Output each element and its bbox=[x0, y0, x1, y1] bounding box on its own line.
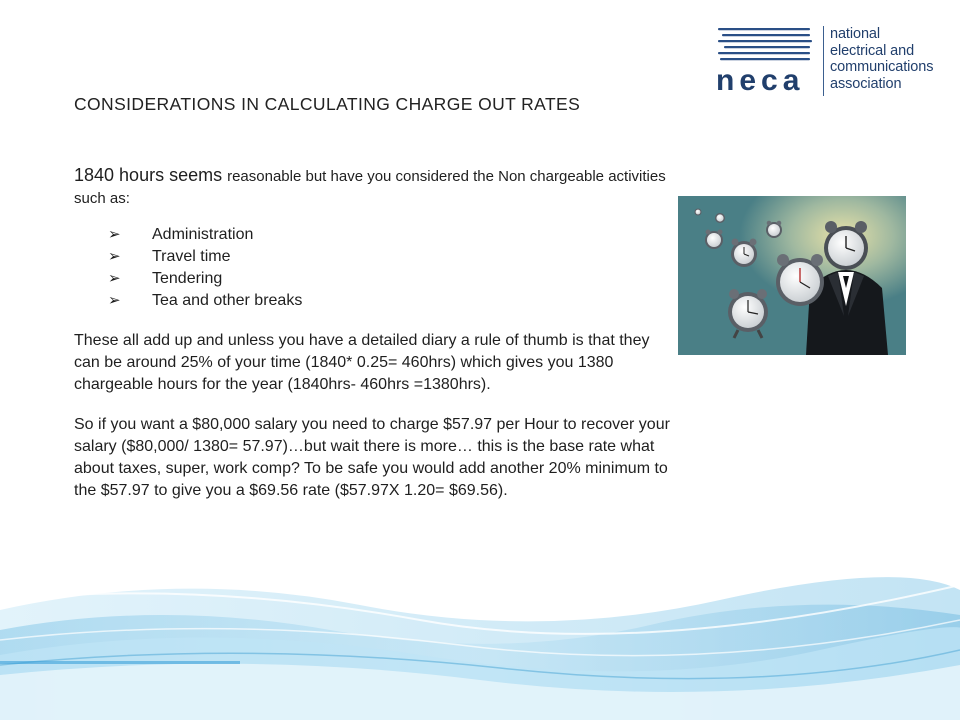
rate-calculation-paragraph: So if you want a $80,000 salary you need to charge $57.97 per Hour to recover your salary ($80,000/ 1380= 57.97)…but wait there is more… this is the base rate what about taxes, super, work comp? To be safe you would add another 20% minimum to the $57.97 to give you a $69.56 rate ($57.97X 1.20= $69.56). bbox=[74, 416, 670, 499]
decorative-waves bbox=[0, 560, 960, 720]
list-item bbox=[108, 290, 674, 312]
intro-rest: reasonable but have you considered the Non chargeable activities such as: bbox=[74, 168, 666, 207]
arrow-bullet-icon: ➢ bbox=[108, 270, 121, 287]
list-item-label: Administration bbox=[152, 226, 254, 243]
list-item bbox=[108, 224, 674, 246]
arrow-bullet-icon: ➢ bbox=[108, 292, 121, 309]
arrow-bullet-icon: ➢ bbox=[108, 226, 121, 243]
neca-wordmark: neca bbox=[716, 64, 805, 97]
slide-title: CONSIDERATIONS IN CALCULATING CHARGE OUT RATES bbox=[74, 94, 581, 114]
list-item-label: Tea and other breaks bbox=[152, 292, 303, 309]
arrow-bullet-icon: ➢ bbox=[108, 248, 121, 265]
time-breakdown-paragraph: These all add up and unless you have a detailed diary a rule of thumb is that they can be around 25% of your time (1840* 0.25= 460hrs) which gives you 1380 chargeable hours for the year (1840hrs- 460hrs =1380hrs). bbox=[74, 332, 650, 393]
logo-tagline: national electrical and communications association bbox=[830, 26, 934, 92]
slide-body bbox=[74, 164, 674, 520]
alarm-clock-illustration bbox=[678, 196, 906, 355]
list-item bbox=[108, 268, 674, 290]
neca-logo-mark bbox=[708, 18, 820, 100]
list-item-label: Tendering bbox=[152, 270, 223, 287]
list-item-label: Travel time bbox=[152, 248, 231, 265]
neca-logo bbox=[708, 18, 940, 100]
intro-lead: 1840 hours seems bbox=[74, 165, 228, 185]
activity-list bbox=[74, 224, 674, 312]
intro-text bbox=[74, 164, 674, 210]
logo-divider bbox=[823, 26, 824, 96]
list-item bbox=[108, 246, 674, 268]
